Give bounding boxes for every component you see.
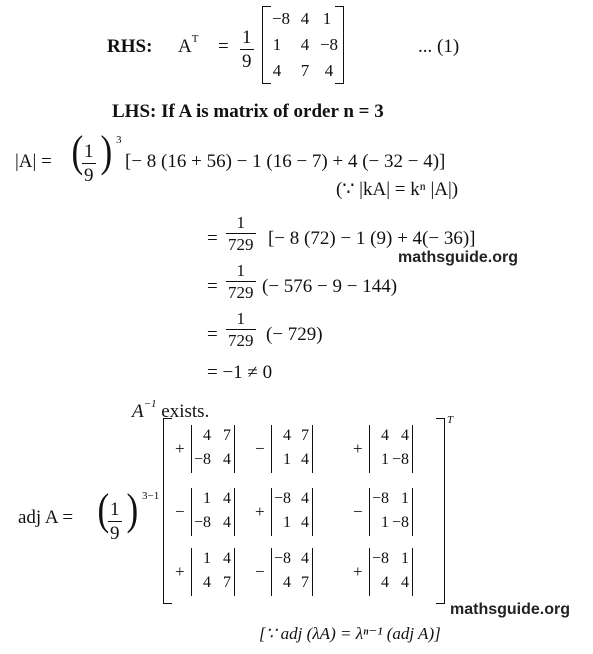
adjoint-property-reason: [∵ adj (λA) = λⁿ⁻¹ (adj A)] <box>259 624 441 643</box>
determinant-bar <box>369 425 370 473</box>
minor-entry: 4 <box>301 550 309 567</box>
determinant-bar <box>412 488 413 536</box>
cofactor-sign: + <box>353 562 363 581</box>
fraction-denominator: 729 <box>228 331 254 350</box>
power-superscript: 3 <box>116 134 122 146</box>
fraction-numerator: 1 <box>236 261 245 280</box>
equation-reference: ... (1) <box>418 36 460 57</box>
minor-entry: 4 <box>401 427 409 444</box>
transpose-superscript: T <box>191 33 199 45</box>
minor-determinant <box>271 488 313 536</box>
fraction-numerator: 1 <box>242 27 252 48</box>
lhs-statement: LHS: If A is matrix of order n = 3 <box>112 101 384 122</box>
minor-entry: −8 <box>391 451 409 468</box>
minor-entry: −8 <box>193 451 211 468</box>
step-fraction <box>226 262 256 301</box>
determinant-bar <box>234 488 235 536</box>
minor-determinant <box>191 425 235 473</box>
minor-determinant <box>271 425 313 473</box>
minor-entry: 4 <box>301 514 309 531</box>
left-bracket <box>163 418 172 604</box>
step-fraction <box>226 310 256 349</box>
matrix-cell: 1 <box>272 35 282 54</box>
transpose-superscript: T <box>447 414 454 426</box>
determinant-bar <box>271 488 272 536</box>
determinant-bar <box>234 548 235 596</box>
minor-entry: 4 <box>301 490 309 507</box>
minor-entry: 1 <box>401 550 409 567</box>
minor-entry: 4 <box>223 490 231 507</box>
cofactor-sign: + <box>175 439 185 458</box>
determinant-bar <box>191 488 192 536</box>
step-equals: = <box>207 228 218 249</box>
one-ninth-fraction <box>82 142 96 185</box>
minor-entry: 4 <box>203 427 211 444</box>
cofactor-sign: − <box>255 562 265 581</box>
minor-entry: 4 <box>223 550 231 567</box>
fraction-numerator: 1 <box>236 213 245 232</box>
transpose-matrix <box>262 6 344 84</box>
step-fraction <box>226 214 256 253</box>
step-expression: (− 729) <box>266 324 323 345</box>
minor-entry: 1 <box>203 490 211 507</box>
cofactor-sign: − <box>353 502 363 521</box>
right-paren: ) <box>100 127 113 176</box>
matrix-symbol: A <box>132 401 144 422</box>
transpose-lhs <box>178 33 199 58</box>
determinant-bar <box>271 548 272 596</box>
determinant-bar <box>312 425 313 473</box>
minor-entry: 1 <box>283 451 291 468</box>
cofactor-sign: + <box>255 502 265 521</box>
determinant-bar <box>271 425 272 473</box>
watermark: mathsguide.org <box>450 601 571 618</box>
watermark: mathsguide.org <box>398 249 519 266</box>
final-step: = −1 ≠ 0 <box>207 362 273 383</box>
minor-entry: 7 <box>223 574 231 591</box>
minor-entry: −8 <box>371 550 389 567</box>
minor-determinant <box>369 488 413 536</box>
determinant-bar <box>369 548 370 596</box>
cofactor-sign: − <box>175 502 185 521</box>
minor-determinant <box>191 488 235 536</box>
step-equals: = <box>207 324 218 345</box>
minor-entry: −8 <box>273 550 291 567</box>
cofactor-sign: + <box>353 439 363 458</box>
fraction-numerator: 1 <box>236 309 245 328</box>
matrix-cell: 4 <box>272 61 282 80</box>
determinant-bar <box>412 425 413 473</box>
equals-sign: = <box>218 36 229 57</box>
minor-entry: 7 <box>301 574 309 591</box>
minor-entry: 1 <box>381 451 389 468</box>
minor-determinant <box>369 425 413 473</box>
determinant-bar <box>369 488 370 536</box>
minor-entry: −8 <box>391 514 409 531</box>
rhs-label: RHS: <box>107 36 153 57</box>
minor-entry: 4 <box>301 451 309 468</box>
minor-entry: 1 <box>203 550 211 567</box>
determinant-bar <box>412 548 413 596</box>
minor-determinant <box>369 548 413 596</box>
power-superscript: 3−1 <box>142 490 160 502</box>
minor-entry: −8 <box>371 490 389 507</box>
matrix-cell: −8 <box>271 9 291 28</box>
left-paren: ( <box>71 127 84 176</box>
minor-entry: 4 <box>381 574 389 591</box>
minor-entry: 7 <box>223 427 231 444</box>
adj-a-label: adj A = <box>18 507 74 528</box>
cofactor-sign: − <box>255 439 265 458</box>
fraction-denominator: 9 <box>110 523 120 544</box>
fraction-denominator: 729 <box>228 283 254 302</box>
determinant-bar <box>312 548 313 596</box>
matrix-cell: 4 <box>324 61 334 80</box>
determinant-bar <box>191 425 192 473</box>
matrix-symbol: A <box>178 36 192 57</box>
matrix-cell: 4 <box>300 9 310 28</box>
right-bracket <box>436 418 445 604</box>
property-reason: (∵ |kA| = kⁿ |A|) <box>336 179 459 200</box>
minor-entry: −8 <box>193 514 211 531</box>
step-equals: = <box>207 276 218 297</box>
minor-entry: 4 <box>401 574 409 591</box>
minor-entry: 4 <box>283 427 291 444</box>
minor-entry: 7 <box>301 427 309 444</box>
one-ninth-fraction <box>240 28 254 71</box>
minor-entry: 4 <box>223 451 231 468</box>
matrix-cell: −8 <box>319 35 339 54</box>
determinant-expansion: [− 8 (16 + 56) − 1 (16 − 7) + 4 (− 32 − 4)] <box>125 151 446 172</box>
right-paren: ) <box>126 485 139 534</box>
minor-entry: 1 <box>283 514 291 531</box>
step-expression: (− 576 − 9 − 144) <box>262 276 398 297</box>
exists-text: exists. <box>161 401 210 422</box>
inverse-superscript: −1 <box>143 398 157 410</box>
determinant-bar <box>234 425 235 473</box>
matrix-cell: 7 <box>300 61 310 80</box>
minor-determinant <box>271 548 313 596</box>
minor-entry: 4 <box>381 427 389 444</box>
fraction-denominator: 729 <box>228 235 254 254</box>
fraction-numerator: 1 <box>110 499 120 520</box>
minor-entry: 4 <box>203 574 211 591</box>
matrix-cell: 4 <box>300 35 310 54</box>
determinant-bar <box>191 548 192 596</box>
minor-determinant <box>191 548 235 596</box>
left-paren: ( <box>97 485 110 534</box>
fraction-denominator: 9 <box>84 165 94 186</box>
minor-entry: −8 <box>273 490 291 507</box>
fraction-numerator: 1 <box>84 141 94 162</box>
one-ninth-fraction <box>108 500 122 543</box>
cofactor-sign: + <box>175 562 185 581</box>
det-a-label: |A| = <box>15 151 52 172</box>
minor-entry: 1 <box>401 490 409 507</box>
minor-entry: 1 <box>381 514 389 531</box>
step-expression: [− 8 (72) − 1 (9) + 4(− 36)] <box>268 228 476 249</box>
matrix-cell: 1 <box>322 9 332 28</box>
minor-entry: 4 <box>283 574 291 591</box>
fraction-denominator: 9 <box>242 51 252 72</box>
determinant-bar <box>312 488 313 536</box>
minor-entry: 4 <box>223 514 231 531</box>
